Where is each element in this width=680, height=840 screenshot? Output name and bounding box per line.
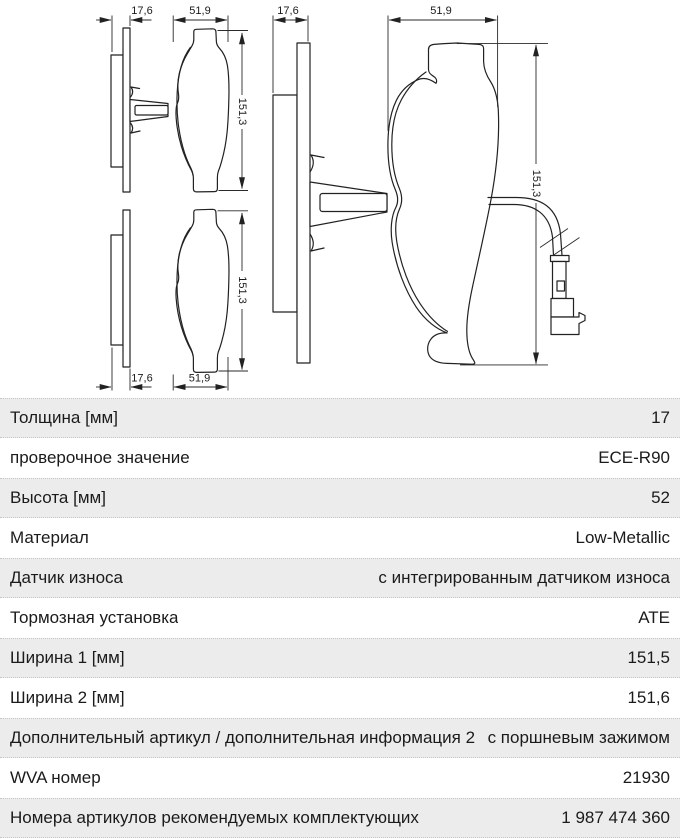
- spec-value: 21930: [622, 768, 670, 787]
- wear-sensor-connector: [551, 256, 586, 335]
- piston-guide-slot: [135, 106, 168, 116]
- spec-label: Ширина 1 [мм]: [10, 648, 125, 667]
- spec-value: 151,6: [627, 688, 670, 707]
- view-outer-pad-large: [273, 5, 585, 365]
- spec-label: Номера артикулов рекомендуемых комплектующих: [10, 808, 419, 827]
- spec-label: Дополнительный артикул / дополнительная информация 2: [10, 728, 476, 747]
- backing-plate-side: [297, 43, 310, 363]
- pad-front-outline: [176, 29, 229, 192]
- spec-value: ATE: [638, 608, 670, 627]
- pad-front-outline: [176, 209, 229, 372]
- table-row: [0, 638, 680, 678]
- table-row: [0, 718, 680, 758]
- spec-value: 17: [651, 408, 670, 427]
- dimension-label: 51,9: [189, 4, 211, 17]
- spec-value: ECE-R90: [598, 448, 670, 467]
- dimension-label: 51,9: [188, 372, 211, 385]
- spec-label: Датчик износа: [10, 568, 123, 587]
- spring-clip-bottom: [131, 123, 141, 133]
- friction-material-side: [273, 95, 297, 312]
- wire-break-mark: [540, 229, 568, 248]
- piston-guide-slot: [320, 194, 387, 212]
- dimension-label: 151,3: [530, 169, 542, 198]
- dimension-label: 17,6: [277, 4, 299, 17]
- sensor-wire-inner: [489, 205, 554, 256]
- table-row: [0, 478, 680, 518]
- dimension-label: 151,3: [236, 276, 248, 304]
- dimension-label: 17,6: [131, 4, 153, 17]
- spec-value: Low-Metallic: [575, 528, 670, 547]
- table-row: [0, 678, 680, 718]
- spec-label: Тормозная установка: [10, 608, 179, 627]
- spec-label: Толщина [мм]: [10, 408, 118, 427]
- backing-plate-side: [123, 28, 130, 192]
- spring-clip-top: [310, 155, 324, 172]
- pad-front-outline: [388, 43, 499, 364]
- wire-break-mark: [552, 238, 580, 257]
- backing-plate-side: [123, 210, 130, 367]
- spring-clip-bottom: [310, 234, 324, 251]
- table-row: [0, 518, 680, 558]
- table-row: [0, 558, 680, 598]
- spec-label: проверочное значение: [10, 448, 190, 467]
- spec-label: Материал: [10, 528, 89, 547]
- spec-table: [0, 398, 680, 838]
- table-row: [0, 758, 680, 798]
- view-inner-pad-small: [96, 209, 248, 390]
- spec-label: WVA номер: [10, 768, 101, 787]
- table-row: [0, 798, 680, 838]
- technical-drawing: [0, 0, 680, 398]
- spec-label: Высота [мм]: [10, 488, 106, 507]
- spec-value: с интегрированным датчиком износа: [378, 568, 670, 587]
- spec-value: с поршневым зажимом: [487, 728, 670, 747]
- spec-value: 1 987 474 360: [561, 808, 670, 827]
- spec-value: 52: [651, 488, 670, 507]
- spring-clip-top: [131, 87, 140, 97]
- sensor-wire-outer: [488, 198, 562, 256]
- view-outer-pad-small: [96, 5, 248, 192]
- table-row: [0, 398, 680, 438]
- table-row: [0, 438, 680, 478]
- spec-value: 151,5: [627, 648, 670, 667]
- spec-label: Ширина 2 [мм]: [10, 688, 125, 707]
- friction-material-side: [111, 235, 123, 345]
- table-row: [0, 598, 680, 638]
- friction-material-side: [111, 55, 123, 167]
- dimension-label: 51,9: [430, 4, 452, 17]
- dimension-label: 151,3: [236, 97, 248, 126]
- dimension-label: 17,6: [131, 372, 153, 385]
